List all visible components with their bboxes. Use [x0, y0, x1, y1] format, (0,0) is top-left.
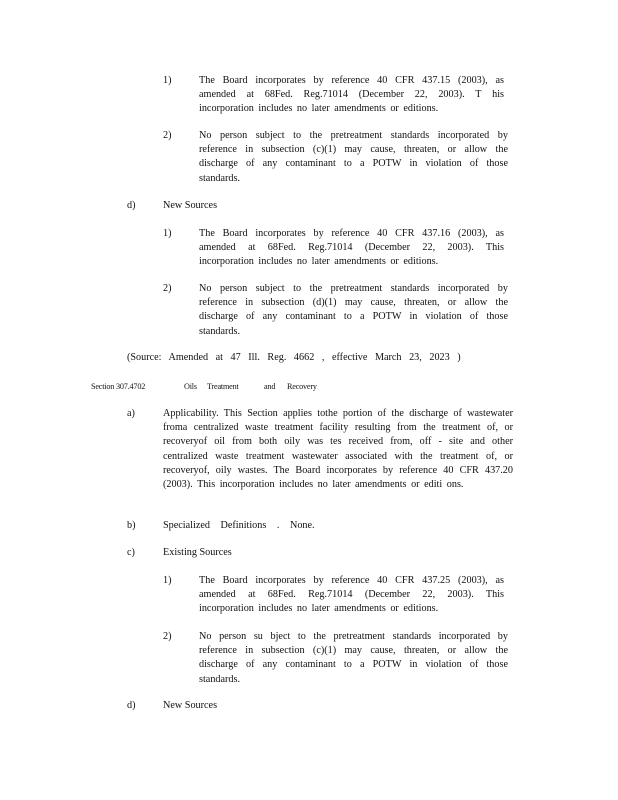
section-title-word: Treatment [207, 382, 239, 391]
item-number: 2) [163, 631, 172, 642]
section-title-word: Oils [184, 382, 197, 391]
source-note: (Source: Amended at 47 Ill. Reg. 4662 , effective March 23, 2023 ) [127, 352, 461, 363]
section-heading [0, 380, 618, 394]
subsection-title: Existing Sources [163, 547, 232, 558]
item-number: 1) [163, 75, 172, 86]
subsection-letter: b) [127, 520, 136, 531]
item-number: 2) [163, 130, 172, 141]
subsection-title: New Sources [163, 700, 218, 711]
subsection-letter: d) [127, 200, 136, 211]
subsection-letter: d) [127, 700, 136, 711]
section-title-word: and [264, 382, 276, 391]
paragraph-text: The Board incorporates by reference 40 CFR 437.16 (2003), as amended at 68Fed. Reg.71014 (December 22, 2003). This incorporation includes no later amendments or editions. [199, 228, 504, 268]
subsection-letter: c) [127, 547, 135, 558]
paragraph-text: Specialized Definitions . None. [163, 520, 315, 531]
subsection-letter: a) [127, 408, 135, 419]
paragraph-text: The Board incorporates by reference 40 CFR 437.15 (2003), as amended at 68Fed. Reg.71014 (December 22, 2003). T his incorporation includes no later amendments or editions. [199, 75, 504, 115]
subsection-title: New Sources [163, 200, 218, 211]
item-number: 1) [163, 228, 172, 239]
section-title-word: Recovery [287, 382, 317, 391]
paragraph-text: No person subject to the pretreatment standards incorporated by reference in subsection (c)(1) may cause, threaten, or allow the discharge of any contaminant to a POTW in violation of those standards. [199, 130, 508, 184]
paragraph-text: Applicability. This Section applies tothe portion of the discharge of wastewater froma centralized waste treatment facility resulting from the treatment of, or recoveryof oil from both oily was tes received from, off - site and other centralized waste treatment wastewater associated with the treatment of, or recoveryof, oily wastes. The Board incorporates by reference 40 CFR 437.20 (2003). This incorporation includes no later amendments or editi ons. [163, 408, 513, 491]
paragraph-text: The Board incorporates by reference 40 CFR 437.25 (2003), as amended at 68Fed. Reg.71014 (December 22, 2003). This incorporation includes no later amendments or editions. [199, 575, 504, 615]
item-number: 1) [163, 575, 172, 586]
paragraph-text: No person su bject to the pretreatment standards incorporated by reference in subsection (c)(1) may cause, threaten, or allow the discharge of any contaminant to a POTW in violation of those standards. [199, 631, 508, 685]
item-number: 2) [163, 283, 172, 294]
paragraph-text: No person subject to the pretreatment standards incorporated by reference in subsection (d)(1) may cause, threaten, or allow the discharge of any contaminant to a POTW in violation of those standards. [199, 283, 508, 337]
section-number: Section 307.4702 [91, 382, 146, 391]
